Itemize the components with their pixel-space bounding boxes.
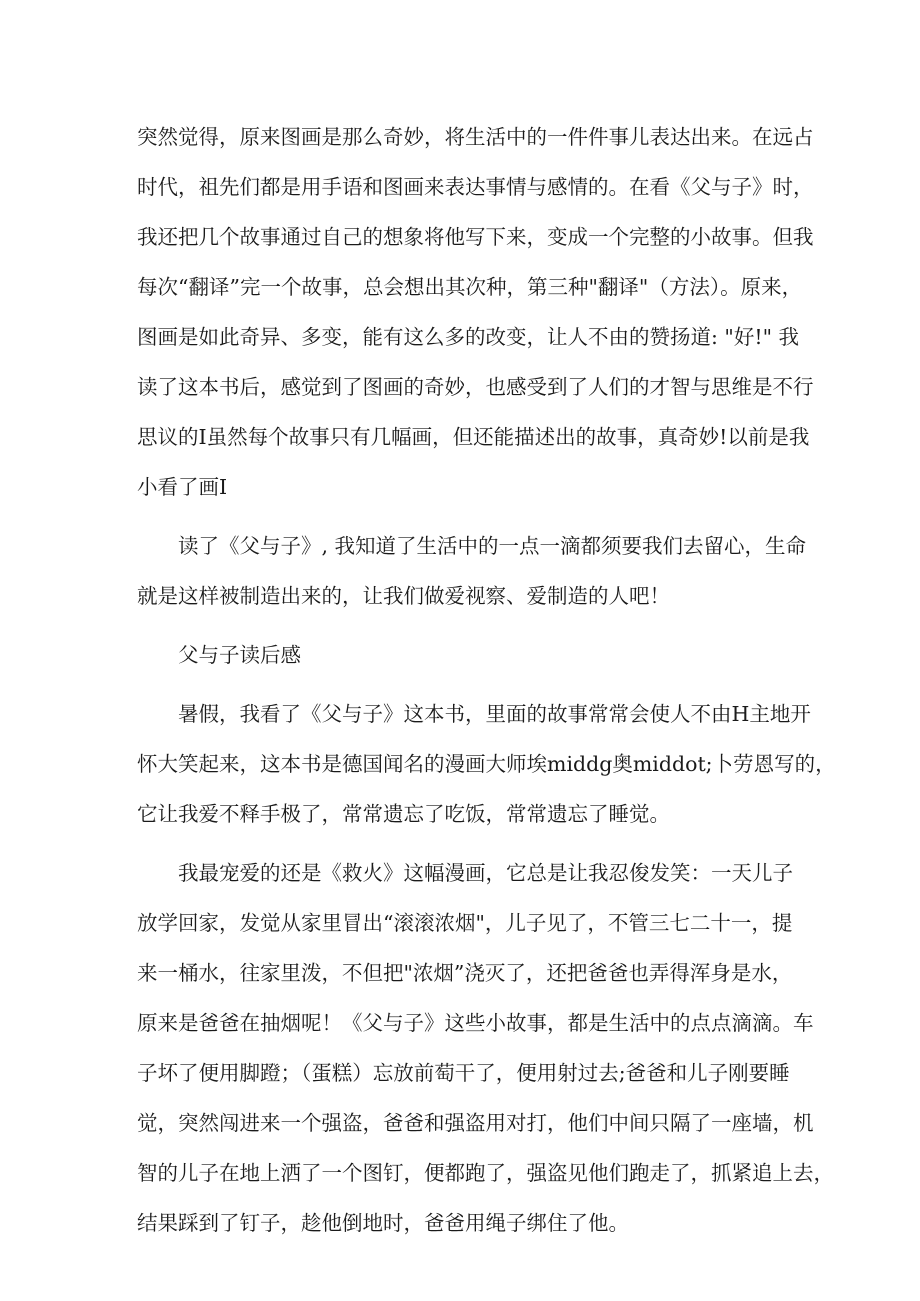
text-line: 怀大笑起来，这本书是德国闻名的漫画大师埃middg奥middot;卜劳恩写的， bbox=[137, 752, 836, 776]
text-line: 小看了画I bbox=[137, 475, 228, 499]
text-line: 我还把几个故事通过自己的想象将他写下来，变成一个完整的小故事。但我 bbox=[137, 225, 814, 249]
paragraph-gap bbox=[137, 621, 797, 630]
text-line: 子坏了便用脚蹬；（蛋糕）忘放前萄干了，便用射过去;爸爸和儿子刚要睡 bbox=[137, 1061, 790, 1085]
text-line: 我最宠爱的还是《救火》这幅漫画，它总是让我忍俊发笑：一天儿子 bbox=[178, 861, 793, 885]
text-line: 放学回家，发觉从家里冒出“滚滚浓烟"，儿子见了，不管三七二十一，提 bbox=[137, 911, 793, 935]
text-line: 它让我爱不释手极了，常常遗忘了吃饭，常常遗忘了睡觉。 bbox=[137, 802, 670, 826]
paragraph-gap bbox=[137, 512, 797, 521]
text-line: 觉，突然闯进来一个强盗，爸爸和强盗用对打，他们中间只隔了一座墙，机 bbox=[137, 1111, 814, 1135]
text-line: 时代，祖先们都是用手语和图画来表达事情与感情的。在看《父与子》时， bbox=[137, 175, 814, 199]
paragraph-gap bbox=[137, 839, 797, 848]
section-title: 父与子读后感 bbox=[178, 643, 301, 667]
text-line: 暑假，我看了《父与子》这本书，里面的故事常常会使人不由H主地开 bbox=[178, 702, 811, 726]
text-line: 原来是爸爸在抽烟呢！《父与子》这些小故事，都是生活中的点点滴滴。车 bbox=[137, 1011, 814, 1035]
document-body bbox=[137, 112, 836, 1248]
text-line: 结果踩到了钉子，趁他倒地时，爸爸用绳子绑住了他。 bbox=[137, 1211, 629, 1235]
text-line: 来一桶水，往家里泼，不但把"浓烟”浇灭了，还把爸爸也弄得浑身是水， bbox=[137, 961, 793, 985]
text-line: 读了《父与子》, 我知道了生活中的一点一滴都须要我们去留心，生命 bbox=[178, 534, 807, 558]
text-line: 每次“翻译”完一个故事，总会想出其次种，第三种"翻译"（方法）。原来， bbox=[137, 275, 803, 299]
text-line: 就是这样被制造出来的，让我们做爱视察、爱制造的人吧！ bbox=[137, 584, 670, 608]
text-line: 突然觉得，原来图画是那么奇妙，将生活中的一件件事儿表达出来。在远占 bbox=[137, 125, 814, 149]
text-line: 图画是如此奇异、多变，能有这么多的改变，让人不由的赞扬道: "好!" 我 bbox=[137, 325, 800, 349]
paragraph-gap bbox=[137, 680, 797, 689]
text-line: 思议的I虽然每个故事只有几幅画，但还能描述出的故事，真奇妙!以前是我 bbox=[137, 425, 810, 449]
text-line: 智的儿子在地上洒了一个图钉，便都跑了，强盗见他们跑走了，抓紧追上去， bbox=[137, 1161, 834, 1185]
text-line: 读了这本书后，感觉到了图画的奇妙，也感受到了人们的才智与思维是不行 bbox=[137, 375, 814, 399]
